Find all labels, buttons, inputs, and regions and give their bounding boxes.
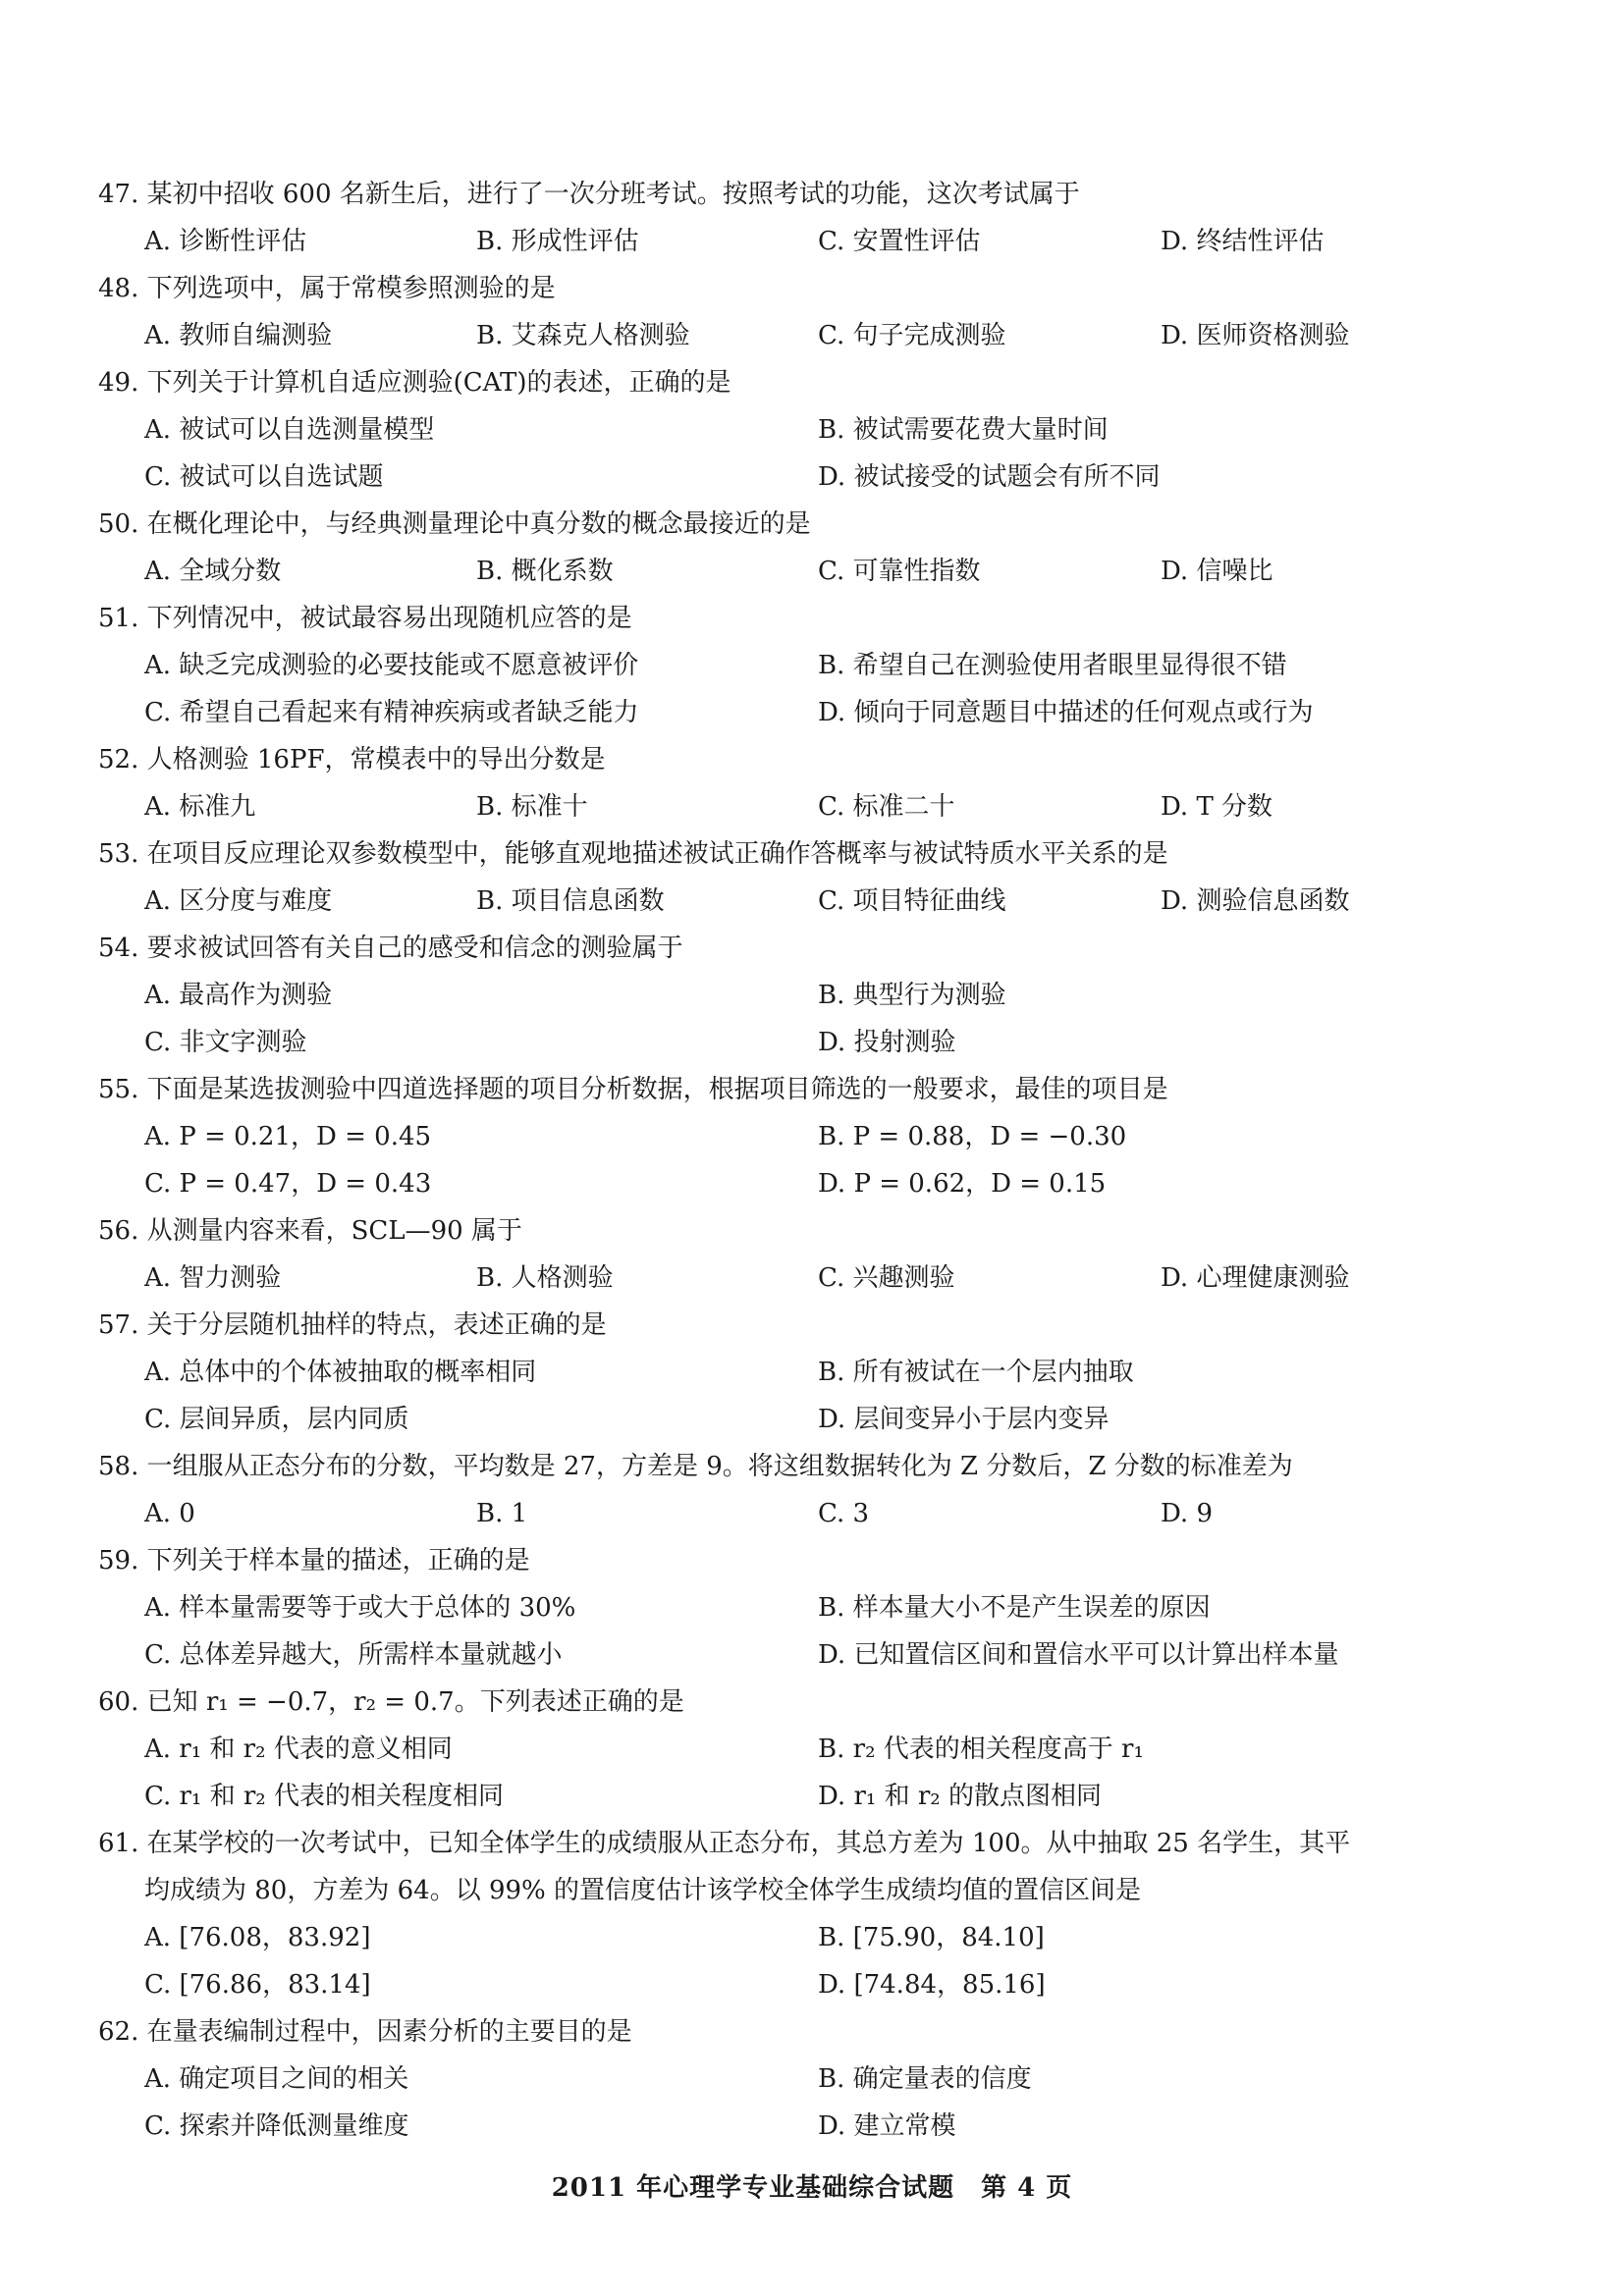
- option-b: B. 1: [476, 1499, 528, 1528]
- option-d: D. 测验信息函数: [1161, 886, 1350, 916]
- option-b: B. 项目信息函数: [476, 886, 665, 916]
- options-row: [98, 548, 1492, 595]
- question-stem-continued: 均成绩为 80，方差为 64。以 99% 的置信度估计该学校全体学生成绩均值的置信区间是: [144, 1876, 1142, 1905]
- option-a: A. 缺乏完成测验的必要技能或不愿意被评价: [144, 651, 639, 680]
- question-stem: 51. 下列情况中，被试最容易出现随机应答的是: [98, 604, 632, 633]
- option-c: C. 兴趣测验: [818, 1263, 955, 1293]
- option-b: B. [75.90，84.10]: [818, 1923, 1045, 1952]
- question-stem: 55. 下面是某选拔测验中四道选择题的项目分析数据，根据项目筛选的一般要求，最佳的项目是: [98, 1075, 1168, 1104]
- option-b: B. 所有被试在一个层内抽取: [818, 1358, 1134, 1387]
- options-row: [98, 1914, 1492, 1961]
- question-stem: 61. 在某学校的一次考试中，已知全体学生的成绩服从正态分布，其总方差为 100。从中抽取 25 名学生，其平: [98, 1829, 1351, 1858]
- option-c: C. 可靠性指数: [818, 557, 981, 586]
- options-row: [98, 1584, 1492, 1631]
- question-stem: 53. 在项目反应理论双参数模型中，能够直观地描述被试正确作答概率与被试特质水平关系的是: [98, 839, 1168, 869]
- option-d: D. 医师资格测验: [1161, 321, 1350, 350]
- options-row: [98, 1631, 1492, 1679]
- options-row: [98, 1113, 1492, 1160]
- option-a: A. 标准九: [144, 792, 256, 822]
- options-row: [98, 406, 1492, 454]
- option-a: A. 智力测验: [144, 1263, 282, 1293]
- option-a: A. 确定项目之间的相关: [144, 2064, 409, 2094]
- option-d: D. P = 0.62，D = 0.15: [818, 1169, 1107, 1199]
- options-row: [98, 642, 1492, 689]
- option-a: A. 教师自编测验: [144, 321, 333, 350]
- option-c: C. 标准二十: [818, 792, 955, 822]
- option-d: D. 心理健康测验: [1161, 1263, 1350, 1293]
- option-d: D. 已知置信区间和置信水平可以计算出样本量: [818, 1640, 1339, 1670]
- options-row: [98, 312, 1492, 359]
- option-a: A. 0: [144, 1499, 195, 1528]
- options-row: [98, 218, 1492, 265]
- options-row: [98, 1726, 1492, 1773]
- options-row: [98, 783, 1492, 830]
- option-d: D. r₁ 和 r₂ 的散点图相同: [818, 1782, 1102, 1811]
- page-footer: 2011 年心理学专业基础综合试题 第 4 页: [551, 2173, 1073, 2203]
- option-a: A. 总体中的个体被抽取的概率相同: [144, 1358, 537, 1387]
- question-56: [98, 1207, 1492, 1302]
- option-c: C. 项目特征曲线: [818, 886, 1006, 916]
- question-stem: 47. 某初中招收 600 名新生后，进行了一次分班考试。按照考试的功能，这次考试属于: [98, 180, 1080, 209]
- options-row: [98, 1349, 1492, 1396]
- question-stem: 58. 一组服从正态分布的分数，平均数是 27，方差是 9。将这组数据转化为 Z 分数后，Z 分数的标准差为: [98, 1452, 1293, 1481]
- option-b: B. 概化系数: [476, 557, 614, 586]
- question-49: [98, 359, 1492, 501]
- question-55: [98, 1066, 1492, 1207]
- options-row: [98, 2103, 1492, 2150]
- option-c: C. P = 0.47，D = 0.43: [144, 1169, 432, 1199]
- option-b: B. 艾森克人格测验: [476, 321, 690, 350]
- option-c: C. 总体差异越大，所需样本量就越小: [144, 1640, 563, 1670]
- option-b: B. 确定量表的信度: [818, 2064, 1032, 2094]
- option-b: B. 被试需要花费大量时间: [818, 415, 1109, 445]
- option-c: C. 安置性评估: [818, 227, 981, 256]
- option-c: C. 探索并降低测量维度: [144, 2111, 409, 2141]
- question-stem: 48. 下列选项中，属于常模参照测验的是: [98, 274, 556, 303]
- option-a: A. 最高作为测验: [144, 981, 333, 1010]
- option-a: A. 样本量需要等于或大于总体的 30%: [144, 1593, 576, 1623]
- option-c: C. 层间异质，层内同质: [144, 1405, 409, 1434]
- option-b: B. r₂ 代表的相关程度高于 r₁: [818, 1735, 1144, 1764]
- question-59: [98, 1537, 1492, 1679]
- question-stem: 57. 关于分层随机抽样的特点，表述正确的是: [98, 1310, 607, 1340]
- question-stem: 62. 在量表编制过程中，因素分析的主要目的是: [98, 2017, 632, 2047]
- options-row: [98, 1961, 1492, 2008]
- options-row: [98, 454, 1492, 501]
- question-stem: 50. 在概化理论中，与经典测量理论中真分数的概念最接近的是: [98, 509, 811, 539]
- option-a: A. r₁ 和 r₂ 代表的意义相同: [144, 1735, 453, 1764]
- option-c: C. 被试可以自选试题: [144, 462, 384, 492]
- option-d: D. 信噪比: [1161, 557, 1273, 586]
- option-d: D. 被试接受的试题会有所不同: [818, 462, 1161, 492]
- option-d: D. 9: [1161, 1499, 1213, 1528]
- option-d: D. [74.84，85.16]: [818, 1970, 1046, 2000]
- options-row: [98, 972, 1492, 1019]
- question-stem: 60. 已知 r₁ = −0.7，r₂ = 0.7。下列表述正确的是: [98, 1687, 684, 1717]
- option-c: C. 希望自己看起来有精神疾病或者缺乏能力: [144, 698, 639, 727]
- option-d: D. 终结性评估: [1161, 227, 1325, 256]
- options-row: [98, 1773, 1492, 1820]
- option-c: C. 3: [818, 1499, 870, 1528]
- question-50: [98, 501, 1492, 595]
- option-d: D. T 分数: [1161, 792, 1273, 822]
- options-row: [98, 1255, 1492, 1302]
- question-62: [98, 2008, 1492, 2150]
- question-stem: 49. 下列关于计算机自适应测验(CAT)的表述，正确的是: [98, 368, 731, 398]
- option-d: D. 建立常模: [818, 2111, 956, 2141]
- question-52: [98, 736, 1492, 830]
- option-d: D. 层间变异小于层内变异: [818, 1405, 1110, 1434]
- option-d: D. 倾向于同意题目中描述的任何观点或行为: [818, 698, 1314, 727]
- options-row: [98, 1396, 1492, 1443]
- question-47: [98, 171, 1492, 265]
- question-61: [98, 1820, 1492, 2008]
- question-stem: 56. 从测量内容来看，SCL—90 属于: [98, 1216, 522, 1246]
- question-stem: 52. 人格测验 16PF，常模表中的导出分数是: [98, 745, 606, 774]
- question-60: [98, 1679, 1492, 1820]
- option-a: A. [76.08，83.92]: [144, 1923, 371, 1952]
- option-b: B. 形成性评估: [476, 227, 639, 256]
- option-a: A. 被试可以自选测量模型: [144, 415, 435, 445]
- option-b: B. P = 0.88，D = −0.30: [818, 1122, 1127, 1151]
- question-51: [98, 595, 1492, 736]
- option-c: C. r₁ 和 r₂ 代表的相关程度相同: [144, 1782, 504, 1811]
- question-54: [98, 925, 1492, 1066]
- question-57: [98, 1302, 1492, 1443]
- option-c: C. 非文字测验: [144, 1028, 307, 1057]
- question-58: [98, 1443, 1492, 1537]
- option-b: B. 希望自己在测验使用者眼里显得很不错: [818, 651, 1287, 680]
- option-b: B. 标准十: [476, 792, 588, 822]
- options-row: [98, 689, 1492, 736]
- option-b: B. 人格测验: [476, 1263, 614, 1293]
- options-row: [98, 1019, 1492, 1066]
- option-a: A. 全域分数: [144, 557, 282, 586]
- option-d: D. 投射测验: [818, 1028, 956, 1057]
- options-row: [98, 1160, 1492, 1207]
- option-a: A. 诊断性评估: [144, 227, 307, 256]
- question-stem: 59. 下列关于样本量的描述，正确的是: [98, 1546, 530, 1575]
- option-c: C. 句子完成测验: [818, 321, 1006, 350]
- options-row: [98, 2056, 1492, 2103]
- option-a: A. 区分度与难度: [144, 886, 333, 916]
- option-c: C. [76.86，83.14]: [144, 1970, 371, 2000]
- option-b: B. 典型行为测验: [818, 981, 1006, 1010]
- options-row: [98, 878, 1492, 925]
- option-a: A. P = 0.21，D = 0.45: [144, 1122, 432, 1151]
- question-stem: 54. 要求被试回答有关自己的感受和信念的测验属于: [98, 934, 683, 963]
- option-b: B. 样本量大小不是产生误差的原因: [818, 1593, 1211, 1623]
- question-48: [98, 265, 1492, 359]
- options-row: [98, 1490, 1492, 1537]
- question-53: [98, 830, 1492, 925]
